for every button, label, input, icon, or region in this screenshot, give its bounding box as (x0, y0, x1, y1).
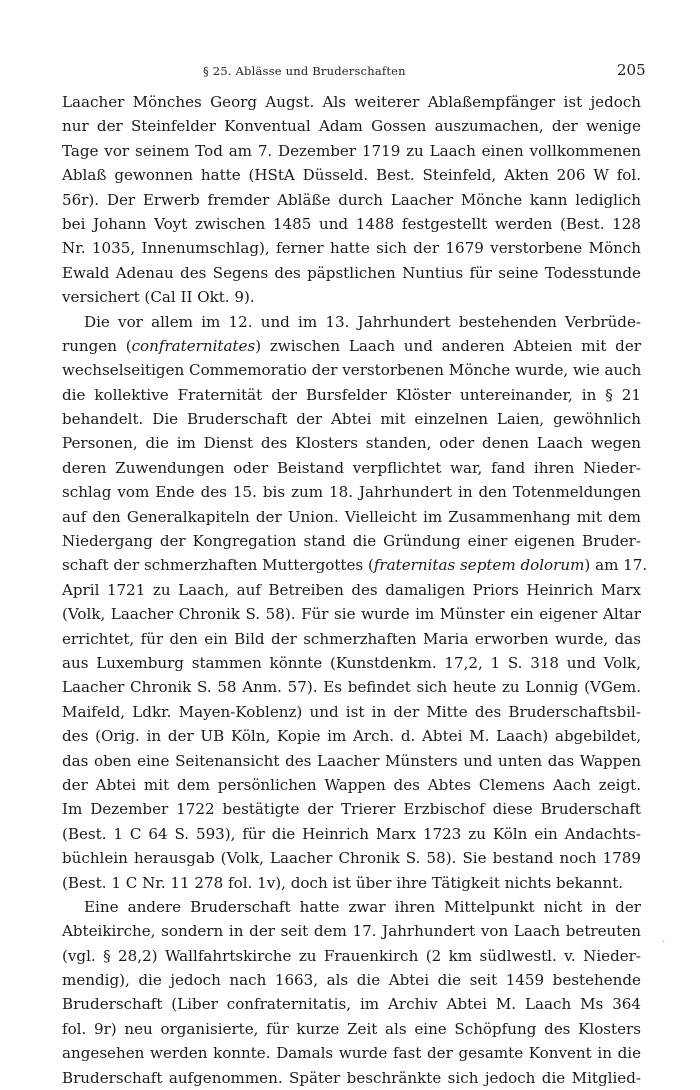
text-line: rungen (confraternitates) zwischen Laach und anderen Abteien mit der (62, 336, 641, 355)
text-line: Tage vor seinem Tod am 7. Dezember 1719 zu Laach einen vollkommenen (62, 141, 641, 160)
text-line: Nr. 1035, Innenumschlag), ferner hatte sich der 1679 verstorbene Mönch (62, 239, 641, 258)
text-line: wechselseitigen Commemoratio der verstorbenen Mönche wurde, wie auch (62, 361, 642, 380)
text-line: bei Johann Voyt zwischen 1485 und 1488 festgestellt werden (Best. 128 (62, 214, 641, 233)
text-line: auf den Generalkapiteln der Union. Vielleicht im Zusammenhang mit dem (62, 507, 641, 526)
text-line: das oben eine Seitenansicht des Laacher Münsters und unten das Wappen (62, 751, 641, 770)
text-line: deren Zuwendungen oder Beistand verpflichtet war, fand ihren Nieder- (62, 458, 641, 477)
text-line: Maifeld, Ldkr. Mayen-Koblenz) und ist in der Mitte des Bruderschaftsbil- (62, 702, 641, 721)
text-line: schaft der schmerzhaften Muttergottes (fraternitas septem dolorum) am 17. (62, 556, 648, 575)
latin-term: confraternitates (131, 336, 256, 355)
text-line: Ablaß gewonnen hatte (HStA Düsseld. Best. Steinfeld, Akten 206 W fol. (62, 166, 641, 185)
running-title: § 25. Ablässe und Bruderschaften (203, 64, 406, 78)
latin-term: fraternitas septem dolorum (373, 556, 585, 575)
text-line: 56r). Der Erwerb fremder Abläße durch Laacher Mönche kann lediglich (62, 190, 641, 209)
text-line: Eine andere Bruderschaft hatte zwar ihren Mittelpunkt nicht in der (84, 897, 641, 916)
text-line: Im Dezember 1722 bestätigte der Trierer Erzbischof diese Bruderschaft (62, 800, 641, 819)
text-line: Bruderschaft aufgenommen. Später beschränkte sich jedoch die Mitglied- (62, 1068, 641, 1087)
text-line: errichtet, für den ein Bild der schmerzhaften Maria erworben wurde, das (62, 629, 641, 648)
text-line: Die vor allem im 12. und im 13. Jahrhundert bestehenden Verbrüde- (84, 312, 641, 331)
text-line: (vgl. § 28,2) Wallfahrtskirche zu Frauenkirch (2 km südlwestl. v. Nieder- (62, 946, 641, 965)
text-line: die kollektive Fraternität der Bursfelder Klöster untereinander, in § 21 (62, 385, 641, 404)
page-number: 205 (617, 61, 646, 79)
text-line: Laacher Mönches Georg Augst. Als weiterer Ablaßempfänger ist jedoch (62, 93, 641, 111)
text-line: (Volk, Laacher Chronik S. 58). Für sie wurde im Münster ein eigener Altar (62, 605, 641, 624)
text-line: schlag vom Ende des 15. bis zum 18. Jahrhundert in den Totenmeldungen (62, 483, 641, 502)
text-line: Niedergang der Kongregation stand die Gründung einer eigenen Bruder- (62, 532, 641, 551)
text-line: nur der Steinfelder Konventual Adam Gossen auszumachen, der wenige (62, 117, 641, 136)
text-line: behandelt. Die Bruderschaft der Abtei mit einzelnen Laien, gewöhnlich (62, 410, 641, 429)
text-line: versichert (Cal II Okt. 9). (62, 288, 255, 307)
margin-mark: · (662, 937, 666, 948)
text-line: des (Orig. in der UB Köln, Kopie im Arch. d. Abtei M. Laach) abgebildet, (62, 727, 641, 746)
text-line: (Best. 1 C Nr. 11 278 fol. 1v), doch ist über ihre Tätigkeit nichts bekannt. (62, 873, 624, 892)
text-line: mendig), die jedoch nach 1663, als die Abtei die seit 1459 bestehende (62, 971, 641, 990)
text-line: aus Luxemburg stammen könnte (Kunstdenkm. 17,2, 1 S. 318 und Volk, (62, 653, 641, 672)
text-line: fol. 9r) neu organisierte, für kurze Zeit als eine Schöpfung des Klosters (62, 1019, 641, 1038)
text-line: Abteikirche, sondern in der seit dem 17. Jahrhundert von Laach betreuten (62, 922, 641, 941)
text-line: büchlein herausgab (Volk, Laacher Chronik S. 58). Sie bestand noch 1789 (62, 849, 641, 868)
text-line: Laacher Chronik S. 58 Anm. 57). Es befindet sich heute zu Lonnig (VGem. (62, 678, 641, 697)
text-line: angesehen werden konnte. Damals wurde fast der gesamte Konvent in die (62, 1044, 641, 1063)
text-line: April 1721 zu Laach, auf Betreiben des damaligen Priors Heinrich Marx (62, 580, 641, 599)
text-line: der Abtei mit dem persönlichen Wappen des Abtes Clemens Aach zeigt. (62, 775, 641, 794)
text-line: Bruderschaft (Liber confraternitatis, im Archiv Abtei M. Laach Ms 364 (62, 995, 641, 1014)
text-line: (Best. 1 C 64 S. 593), für die Heinrich Marx 1723 zu Köln ein Andachts- (62, 824, 641, 843)
text-line: Personen, die im Dienst des Klosters standen, oder denen Laach wegen (62, 434, 641, 453)
text-line: Ewald Adenau des Segens des päpstlichen Nuntius für seine Todesstunde (62, 263, 641, 282)
body-text (62, 90, 648, 1090)
